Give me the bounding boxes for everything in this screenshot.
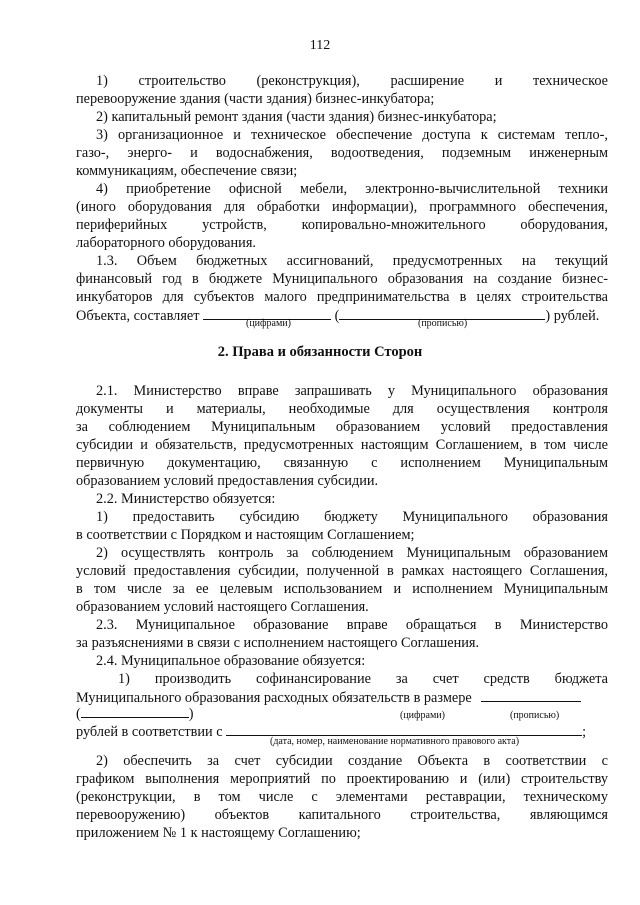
text-line: образованием условий предоставления субсидии. bbox=[76, 473, 379, 489]
text-line: 2.4. Муниципальное образование обязуется: bbox=[96, 653, 366, 669]
text-line: 2.1. Министерство вправе запрашивать у Муниципального образования bbox=[96, 383, 608, 399]
text-line: 2) капитальный ремонт здания (части здания) бизнес-инкубатора; bbox=[96, 109, 497, 125]
text-line: 2) осуществлять контроль за соблюдением Муниципальным образованием bbox=[96, 545, 608, 561]
text-line: за разъяснениями в связи с исполнением настоящего Соглашения. bbox=[76, 635, 480, 651]
text-line: графиком выполнения мероприятий по проектированию и (или) строительству bbox=[76, 771, 608, 787]
caption-digits: (цифрами) bbox=[400, 710, 445, 721]
amount-words-blank[interactable] bbox=[81, 704, 189, 718]
text-line: документы и материалы, необходимые для осуществления контроля bbox=[76, 401, 608, 417]
text-line: финансовый год в бюджете Муниципального образования на создание бизнес- bbox=[76, 271, 608, 287]
text-fragment: рублей в соответствии с bbox=[76, 724, 223, 740]
text-line: за соблюдением Муниципальным образованием условий предоставления bbox=[76, 419, 608, 435]
text-fragment: Муниципального образования расходных обязательств в размере bbox=[76, 690, 472, 706]
text-line: 2) обеспечить за счет субсидии создание Объекта в соответствии с bbox=[96, 753, 608, 769]
text-line: лабораторного оборудования. bbox=[76, 235, 256, 251]
caption-words: (прописью) bbox=[510, 710, 560, 721]
text-line: субсидии и обязательств, предусмотренных настоящим Соглашением, в том числе bbox=[76, 437, 608, 453]
section-title: 2. Права и обязанности Сторон bbox=[217, 344, 423, 360]
text-line: инкубаторов для субъектов малого предпринимательства в целях строительства bbox=[76, 289, 608, 305]
text-line: 4) приобретение офисной мебели, электронно-вычислительной техники bbox=[96, 181, 608, 197]
caption-words: (прописью) bbox=[418, 318, 468, 329]
text-line-with-blank: рублей в соответствии с ; bbox=[76, 724, 587, 740]
text-line: 2.2. Министерство обязуется: bbox=[96, 491, 276, 507]
text-line: 2.3. Муниципальное образование вправе обращаться в Министерство bbox=[96, 617, 608, 633]
text-line: (иного оборудования для обработки информации), программного обеспечения, bbox=[76, 199, 608, 215]
text-line: (реконструкции, в том числе с элементами реставрации, техническому bbox=[76, 789, 608, 805]
text-line: приложением № 1 к настоящему Соглашению; bbox=[76, 825, 361, 841]
text-line: первичную документацию, связанную с исполнением Муниципальным bbox=[76, 455, 608, 471]
caption-legal-act: (дата, номер, наименование нормативного правового акта) bbox=[270, 736, 520, 747]
legal-act-blank[interactable] bbox=[226, 722, 582, 736]
text-line: 1) предоставить субсидию бюджету Муниципального образования bbox=[96, 509, 608, 525]
text-line-with-blanks: Объекта, составляет ( ) рублей. bbox=[76, 308, 600, 324]
text-line: 1) производить софинансирование за счет средств бюджета bbox=[118, 671, 608, 687]
text-line: коммуникациям, обеспечение связи; bbox=[76, 163, 298, 179]
text-line: 3) организационное и техническое обеспечение доступа к системам тепло-, bbox=[96, 127, 608, 143]
text-line: периферийных устройств, копировально-множительного оборудования, bbox=[76, 217, 608, 233]
text-fragment: Объекта, составляет bbox=[76, 308, 200, 324]
text-line: образованием условий настоящего Соглашения. bbox=[76, 599, 369, 615]
text-line: 1.3. Объем бюджетных ассигнований, предусмотренных на текущий bbox=[96, 253, 608, 269]
text-fragment: ) рублей. bbox=[545, 308, 600, 324]
text-line: газо-, энерго- и водоснабжения, водоотведения, подземным инженерным bbox=[76, 145, 608, 161]
text-line: в соответствии с Порядком и настоящим Соглашением; bbox=[76, 527, 415, 543]
caption-digits: (цифрами) bbox=[246, 318, 291, 329]
text-line: условий предоставления субсидии, полученной в рамках настоящего Соглашения, bbox=[76, 563, 608, 579]
text-line: 1) строительство (реконструкция), расширение и техническое bbox=[96, 73, 608, 89]
text-line: перевооружению) объектов капитального строительства, являющимся bbox=[76, 807, 608, 823]
text-line: в том числе за ее целевым использованием и исполнением Муниципальным bbox=[76, 581, 608, 597]
text-line: перевооружение здания (части здания) бизнес-инкубатора; bbox=[76, 91, 435, 107]
amount-digits-blank[interactable] bbox=[481, 688, 581, 702]
text-line-with-blank: ( ) bbox=[76, 706, 194, 722]
page-number: 112 bbox=[309, 38, 331, 53]
